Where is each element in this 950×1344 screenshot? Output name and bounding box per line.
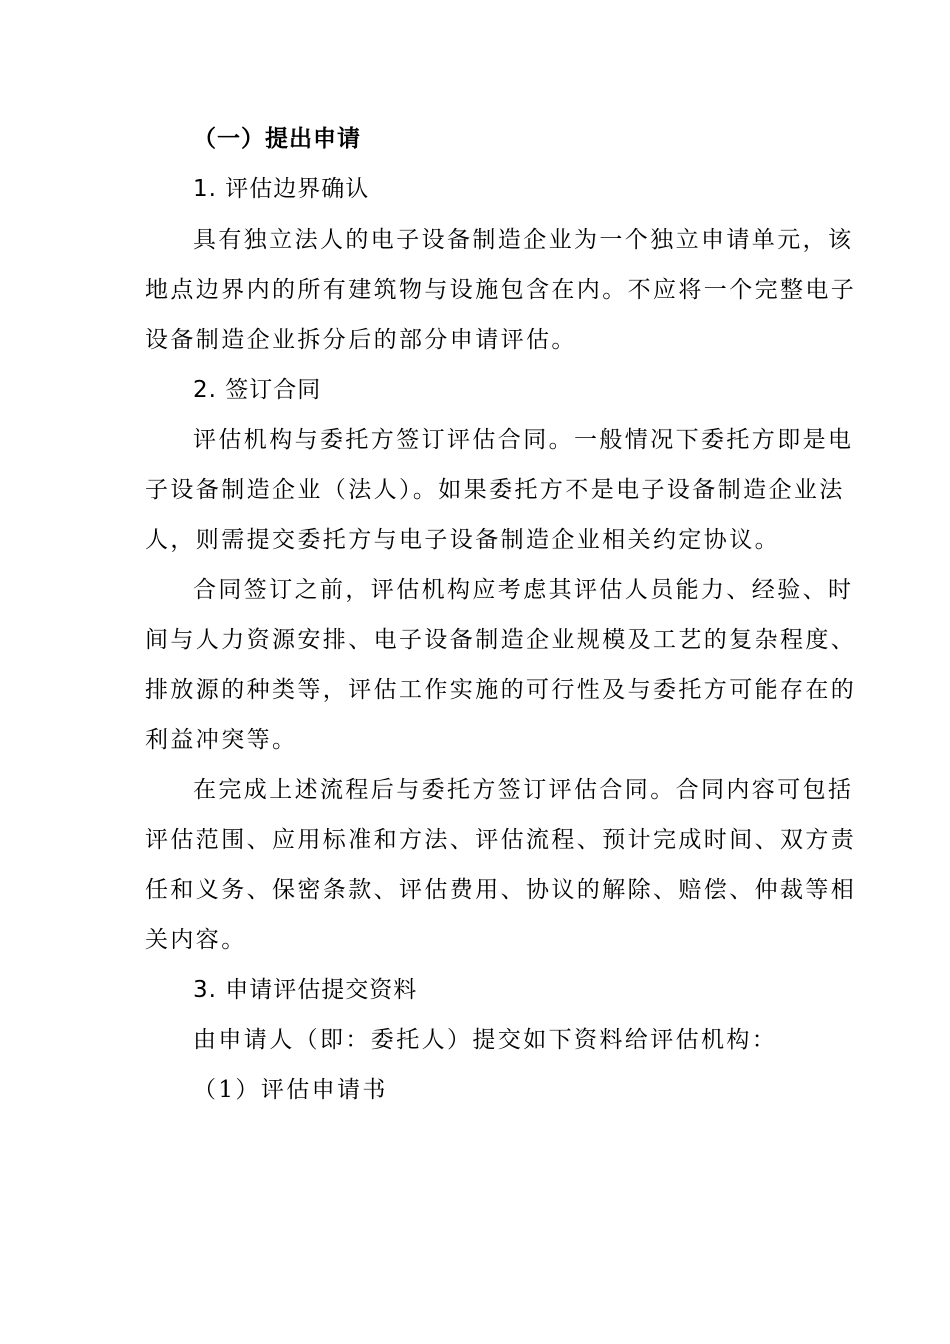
paragraph-line: 设备制造企业拆分后的部分申请评估。 bbox=[145, 327, 577, 353]
paragraph-line: 由申请人（即：委托人）提交如下资料给评估机构： bbox=[193, 1027, 778, 1053]
paragraph-line: 利益冲突等。 bbox=[145, 727, 298, 753]
paragraph-line: 评估范围、应用标准和方法、评估流程、预计完成时间、双方责 bbox=[145, 827, 857, 853]
paragraph-line: 评估机构与委托方签订评估合同。一般情况下委托方即是电 bbox=[193, 427, 854, 453]
paragraph-line: 在完成上述流程后与委托方签订评估合同。合同内容可包括 bbox=[193, 777, 854, 803]
subsection-title-2: 2. 签订合同 bbox=[193, 377, 322, 403]
subsection-title-1: 1. 评估边界确认 bbox=[193, 176, 370, 202]
paragraph-line: 具有独立法人的电子设备制造企业为一个独立申请单元，该 bbox=[193, 227, 854, 253]
paragraph-line: 合同签订之前，评估机构应考虑其评估人员能力、经验、时 bbox=[193, 577, 854, 603]
paragraph-line: 子设备制造企业（法人）。如果委托方不是电子设备制造企业法 bbox=[145, 477, 845, 503]
section-heading: （一）提出申请 bbox=[193, 126, 361, 152]
paragraph-line: 间与人力资源安排、电子设备制造企业规模及工艺的复杂程度、 bbox=[145, 627, 857, 653]
subsection-title-3: 3. 申请评估提交资料 bbox=[193, 977, 418, 1003]
paragraph-line: 关内容。 bbox=[145, 927, 247, 953]
paragraph-line: 任和义务、保密条款、评估费用、协议的解除、赔偿、仲裁等相 bbox=[145, 877, 857, 903]
paragraph-line: 地点边界内的所有建筑物与设施包含在内。不应将一个完整电子 bbox=[145, 277, 857, 303]
paragraph-line: 人，则需提交委托方与电子设备制造企业相关约定协议。 bbox=[145, 527, 780, 553]
paragraph-line: 排放源的种类等，评估工作实施的可行性及与委托方可能存在的 bbox=[145, 677, 857, 703]
list-item: （1）评估申请书 bbox=[193, 1077, 388, 1103]
